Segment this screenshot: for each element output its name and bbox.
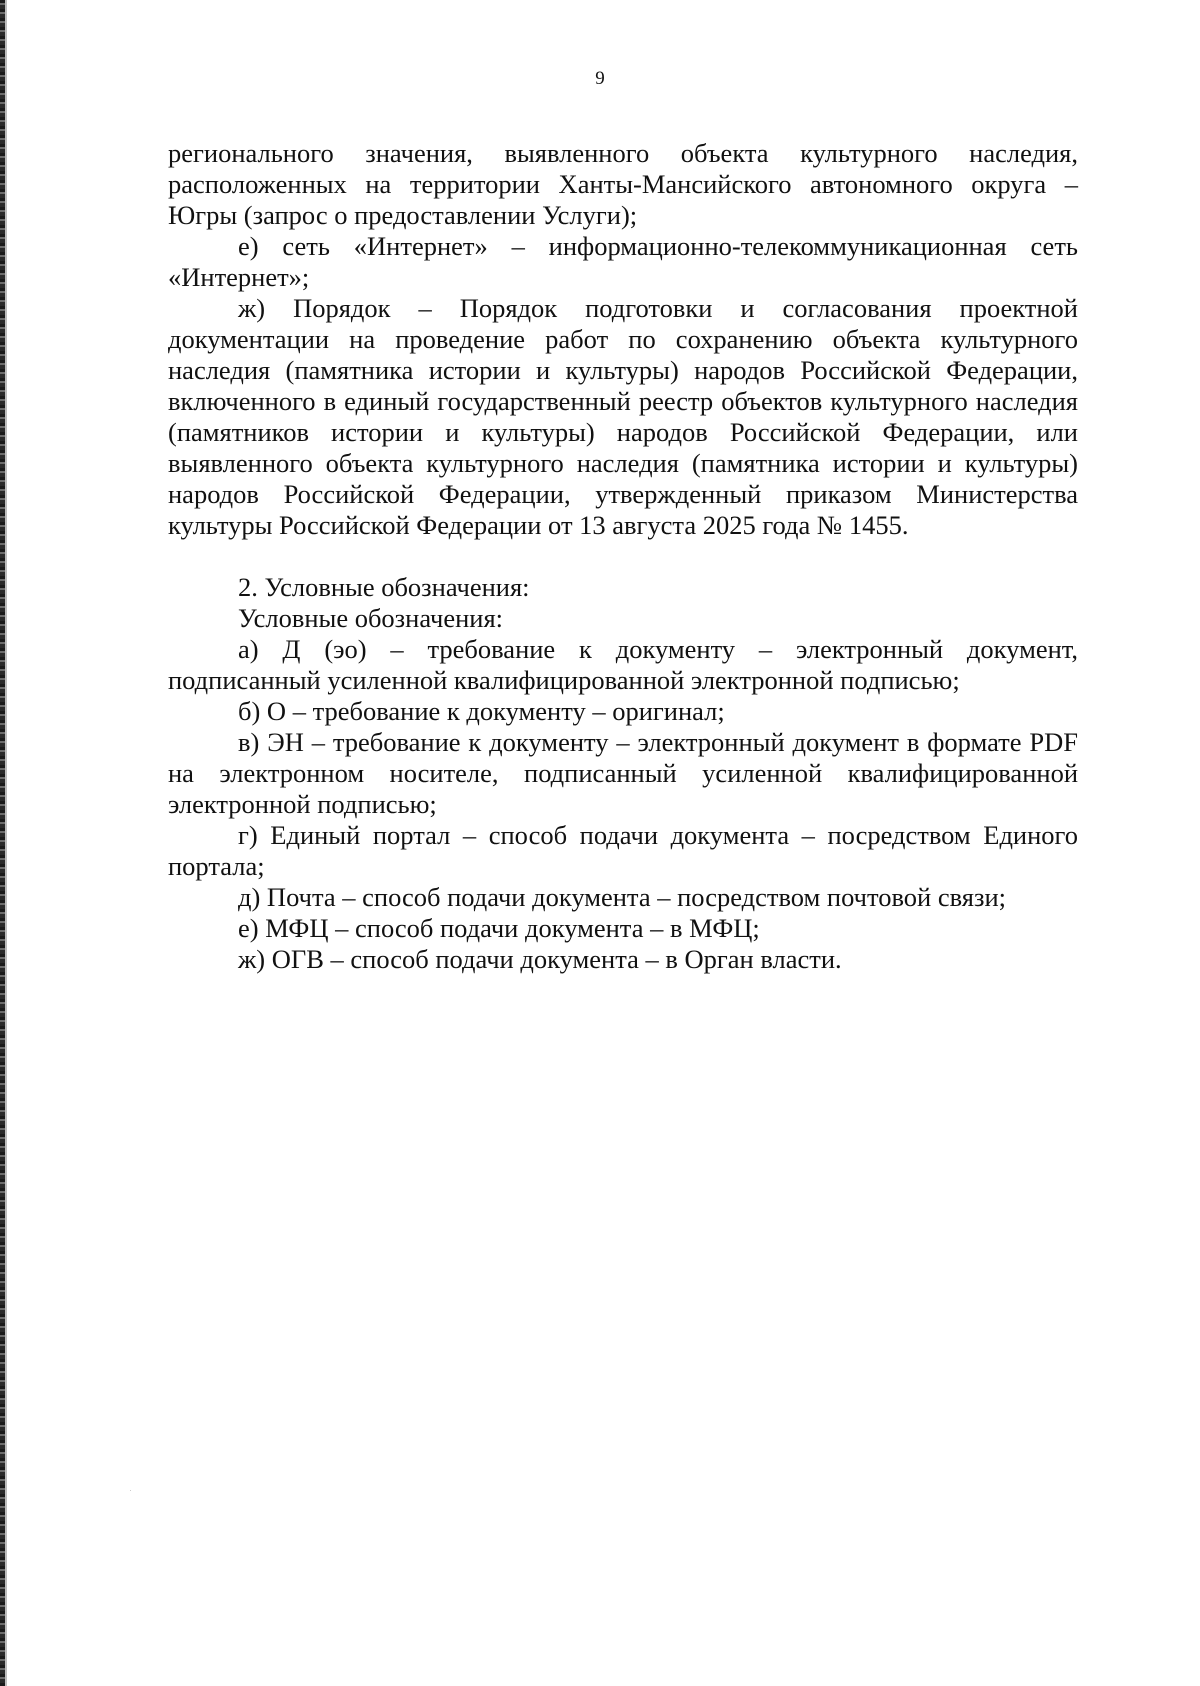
paragraph-continuation: регионального значения, выявленного объекта культурного наследия, расположенных на территории Ханты-Мансийского автономного округа – Югры (запрос о предоставлении Услуги); [168,138,1078,230]
page-number: 9 [595,68,605,89]
legend-item-a: а) Д (эо) – требование к документу – электронный документ, подписанный усиленной квалифицированной электронной подписью; [168,634,1078,695]
legend-item-b: б) О – требование к документу – оригинал; [238,696,725,726]
legend-item-v: в) ЭН – требование к документу – электронный документ в формате PDF на электронном носителе, подписанный усиленной квалифицированной электронной подписью; [168,727,1078,819]
legend-item-e: е) МФЦ – способ подачи документа – в МФЦ; [238,913,760,943]
paragraph-definition-internet: е) сеть «Интернет» – информационно-телекоммуникационная сеть «Интернет»; [168,231,1078,292]
document-body [168,138,1078,975]
paragraph-definition-order: ж) Порядок – Порядок подготовки и согласования проектной документации на проведение работ по сохранению объекта культурного наследия (памятника истории и культуры) народов Российской Федерации, включенного в единый государственный реестр объектов культурного наследия (памятников истории и культуры) народов Российской Федерации, или выявленного объекта культурного наследия (памятника истории и культуры) народов Российской Федерации, утвержденный приказом Министерства культуры Российской Федерации от 13 августа 2025 года № 1455. [168,293,1078,540]
paragraph-gap [168,541,1078,572]
paragraph-legend-intro: Условные обозначения: [238,603,504,633]
legend-item-zh: ж) ОГВ – способ подачи документа – в Орган власти. [238,944,842,974]
scan-speck [130,1490,131,1491]
scan-edge-shadow [5,0,7,1686]
legend-item-d: д) Почта – способ подачи документа – посредством почтовой связи; [238,882,1006,912]
section-heading-legend: 2. Условные обозначения: [238,572,530,602]
legend-item-g: г) Единый портал – способ подачи документа – посредством Единого портала; [168,820,1078,881]
